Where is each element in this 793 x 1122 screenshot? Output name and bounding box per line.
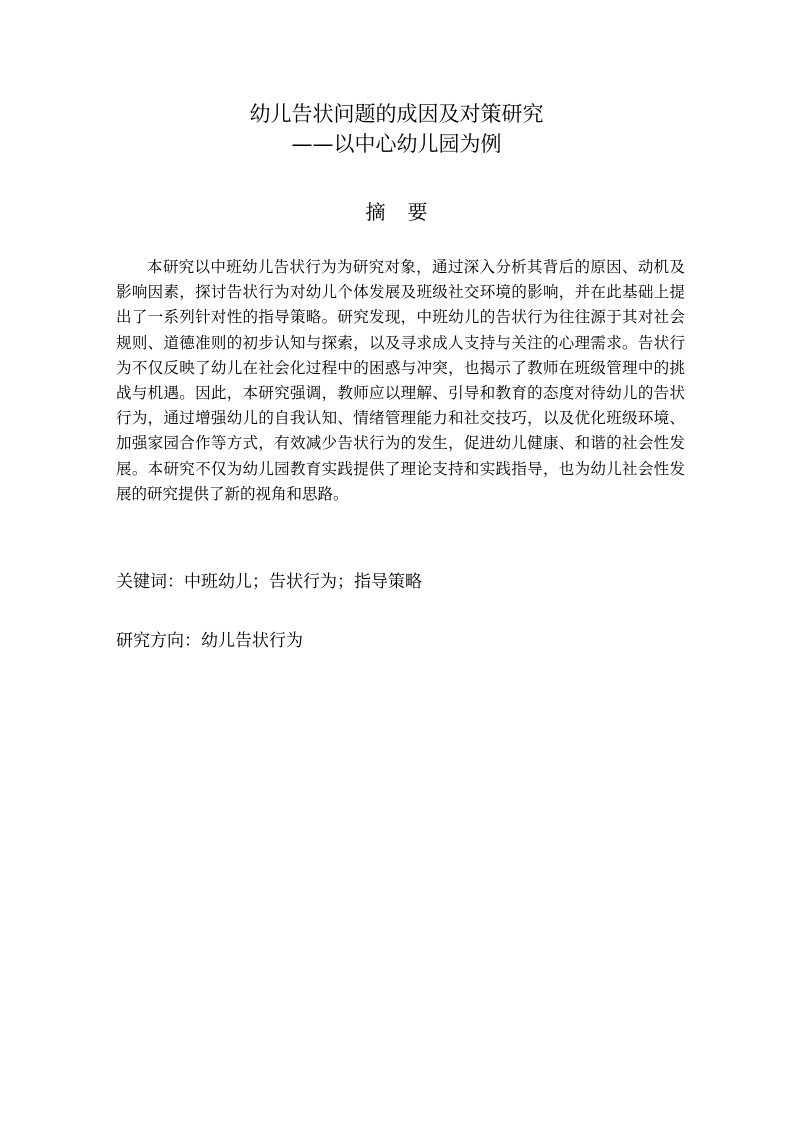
abstract-heading: 摘要: [365, 200, 450, 224]
research-direction-label: 研究方向：: [116, 631, 201, 651]
document-subtitle: ——以中心幼儿园为例: [291, 132, 502, 156]
keywords-line: [116, 570, 716, 594]
keywords-label: 关键词：: [116, 572, 184, 592]
abstract-text: 本研究以中班幼儿告状行为为研究对象，通过深入分析其背后的原因、动机及影响因素，探讨告状行为对幼儿个体发展及班级社交环境的影响，并在此基础上提出了一系列针对性的指导策略。研究发现，中班幼儿的告状行为往往源于其对社会规则、道德准则的初步认知与探索，以及寻求成人支持与关注的心理需求。告状行为不仅反映了幼儿在社会化过程中的困惑与冲突，也揭示了教师在班级管理中的挑战与机遇。因此，本研究强调，教师应以理解、引导和教育的态度对待幼儿的告状行为，通过增强幼儿的自我认知、情绪管理能力和社交技巧，以及优化班级环境、加强家园合作等方式，有效减少告状行为的发生，促进幼儿健康、和谐的社会性发展。本研究不仅为幼儿园教育实践提供了理论支持和实践指导，也为幼儿社会性发展的研究提供了新的视角和思路。: [116, 258, 685, 503]
keywords-value: 中班幼儿；告状行为；指导策略: [184, 572, 422, 592]
research-direction-value: 幼儿告状行为: [201, 631, 303, 651]
document-title: 幼儿告状问题的成因及对策研究: [249, 102, 544, 126]
research-direction-line: [116, 629, 716, 653]
